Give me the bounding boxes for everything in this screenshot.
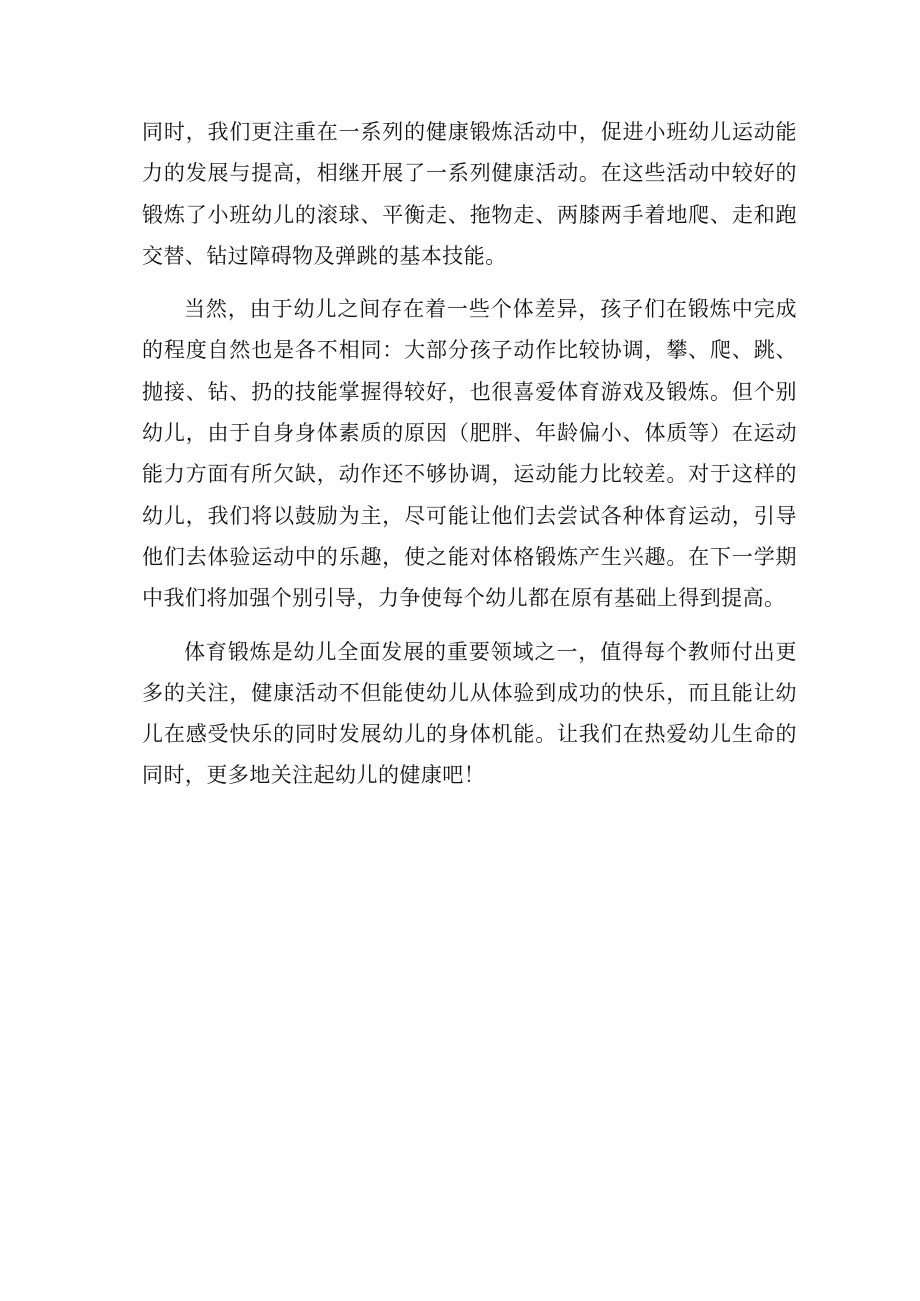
paragraph-3: 体育锻炼是幼儿全面发展的重要领域之一，值得每个教师付出更多的关注，健康活动不但能使幼儿从体验到成功的快乐，而且能让幼儿在感受快乐的同时发展幼儿的身体机能。让我们在热爱幼儿生命的同时，更多地关注起幼儿的健康吧！ [142,639,797,788]
document-body [142,112,797,797]
paragraph-2: 当然，由于幼儿之间存在着一些个体差异，孩子们在锻炼中完成的程度自然也是各不相同：大部分孩子动作比较协调，攀、爬、跳、抛接、钻、扔的技能掌握得较好，也很喜爱体育游戏及锻炼。但个别幼儿，由于自身身体素质的原因（肥胖、年龄偏小、体质等）在运动能力方面有所欠缺，动作还不够协调，运动能力比较差。对于这样的幼儿，我们将以鼓励为主，尽可能让他们去尝试各种体育运动，引导他们去体验运动中的乐趣，使之能对体格锻炼产生兴趣。在下一学期中我们将加强个别引导，力争使每个幼儿都在原有基础上得到提高。 [142,297,797,611]
paragraph-1: 同时，我们更注重在一系列的健康锻炼活动中，促进小班幼儿运动能力的发展与提高，相继开展了一系列健康活动。在这些活动中较好的锻炼了小班幼儿的滚球、平衡走、拖物走、两膝两手着地爬、走和跑交替、钻过障碍物及弹跳的基本技能。 [142,120,797,268]
